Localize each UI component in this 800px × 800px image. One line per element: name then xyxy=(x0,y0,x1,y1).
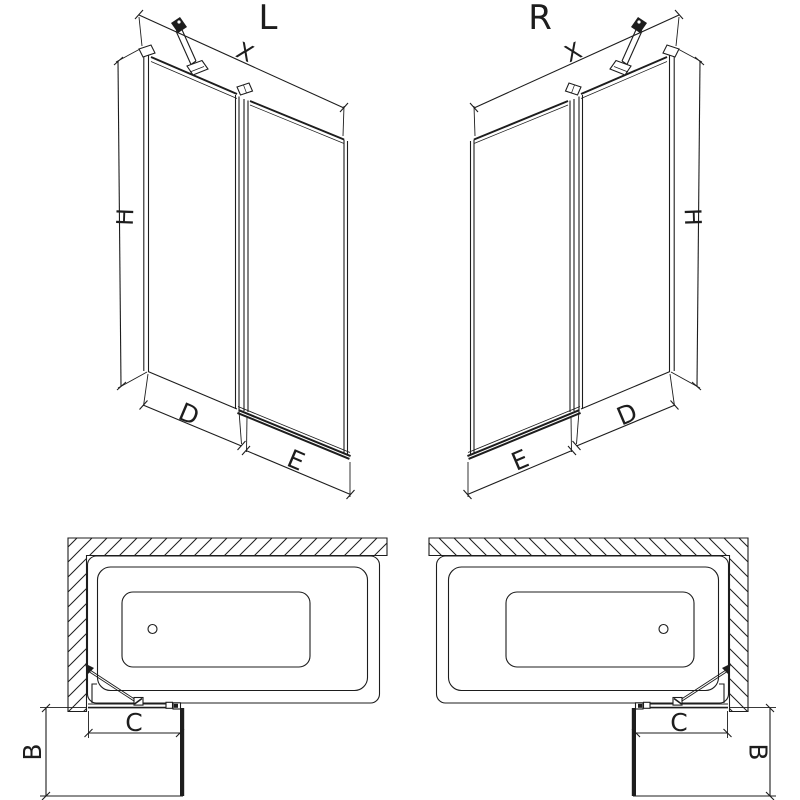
dim-label-b-plan-left: B xyxy=(17,743,47,761)
variant-label-right: R xyxy=(528,0,552,38)
dim-label-e-left: E xyxy=(282,443,309,477)
dim-label-h-right: H xyxy=(678,207,706,227)
dim-label-d-left: D xyxy=(174,397,204,432)
front-view-right-geometry xyxy=(464,10,705,499)
dim-label-x-left: X xyxy=(232,37,258,69)
front-view-left-geometry xyxy=(114,10,355,499)
dim-label-c-plan-right: C xyxy=(670,708,688,737)
dim-label-b-plan-right: B xyxy=(743,743,773,761)
plan-view-left-geometry xyxy=(40,538,387,800)
plan-view-right xyxy=(429,538,776,800)
plan-view-right-geometry xyxy=(429,538,776,800)
front-view-left xyxy=(113,0,355,499)
dim-label-h-left: H xyxy=(112,207,140,227)
plan-view-left xyxy=(18,538,387,800)
front-view-right xyxy=(464,0,706,499)
dim-label-x-right: X xyxy=(560,37,586,69)
variant-label-left: L xyxy=(258,0,278,38)
dim-label-e-right: E xyxy=(507,443,534,477)
dim-label-d-right: D xyxy=(612,397,642,432)
dim-label-c-plan-left: C xyxy=(125,708,143,737)
